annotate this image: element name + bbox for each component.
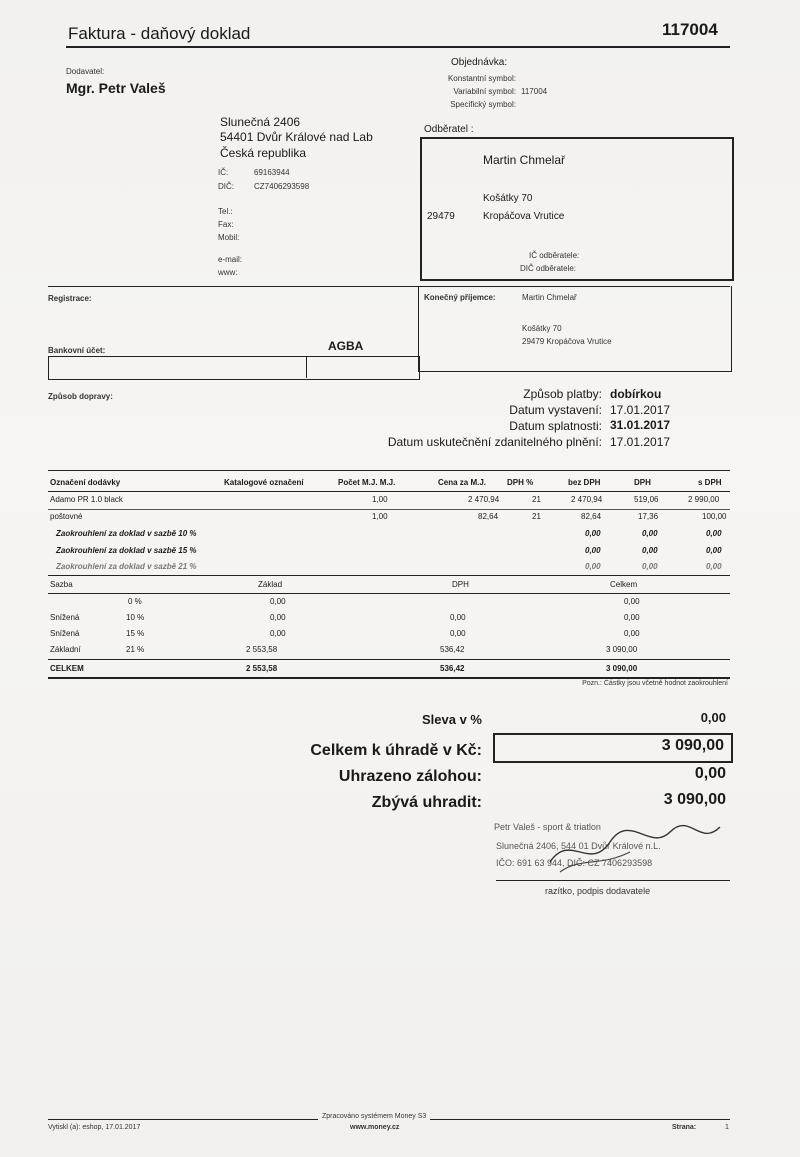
- bank-account-box: [48, 356, 420, 380]
- vat-total-base: 2 553,58: [246, 664, 278, 673]
- vat-row-vat: 0,00: [450, 613, 466, 622]
- item-vat: 519,06: [634, 495, 659, 504]
- stamp-line-1: Petr Valeš - sport & triatlon: [494, 822, 601, 832]
- supplier-name: Mgr. Petr Valeš: [66, 80, 166, 96]
- supplier-email-label: e-mail:: [218, 255, 243, 264]
- supplier-fax-label: Fax:: [218, 220, 234, 229]
- supplier-label: Dodavatel:: [66, 67, 105, 76]
- vat-summary-header: [48, 580, 730, 593]
- footer-web: www.money.cz: [350, 1124, 400, 1131]
- vat-total-rule: [48, 659, 730, 660]
- supplier-tel-label: Tel.:: [218, 207, 233, 216]
- supplier-www-label: www:: [218, 268, 238, 277]
- vat-col-total: Celkem: [610, 580, 638, 589]
- vat-row: [48, 613, 730, 626]
- spec-symbol-label: Specifický symbol:: [450, 100, 516, 109]
- supplier-dic: CZ7406293598: [254, 182, 310, 191]
- payment-method-label: Způsob platby:: [523, 387, 602, 401]
- stamp-line-3: IČO: 691 63 944, DIČ: CZ 7406293598: [496, 858, 653, 868]
- stamp-rule: [496, 880, 730, 881]
- rounding-net: 0,00: [585, 562, 601, 571]
- vat-row-name: Základní: [50, 645, 81, 654]
- supplier-country: Česká republika: [220, 146, 307, 160]
- col-net-header: bez DPH: [568, 478, 601, 487]
- customer-name: Martin Chmelař: [483, 153, 566, 167]
- rounding-label: Zaokrouhlení za doklad v sazbě 15 %: [56, 546, 197, 555]
- col-gross-header: s DPH: [698, 478, 722, 487]
- footer-processed: Zpracováno systémem Money S3: [318, 1113, 430, 1120]
- vat-col-base: Základ: [258, 580, 283, 589]
- remaining-value: 3 090,00: [663, 791, 726, 808]
- items-header-row: [48, 478, 730, 491]
- supplier-ic-label: IČ:: [218, 168, 229, 177]
- item-gross: 100,00: [702, 512, 727, 521]
- final-recipient-city: 29479 Kropáčova Vrutice: [522, 337, 612, 346]
- vat-row-vat: 536,42: [440, 645, 465, 654]
- item-price: 2 470,94: [468, 495, 500, 504]
- item-name: poštovné: [50, 512, 83, 521]
- vat-row: [48, 629, 730, 642]
- rounding-row: [48, 529, 730, 542]
- final-recipient-label: Konečný příjemce:: [424, 293, 496, 302]
- due-date: 31.01.2017: [610, 418, 671, 432]
- items-bottom-rule: [48, 575, 730, 576]
- supplier-city: 54401 Dvůr Králové nad Lab: [220, 130, 373, 144]
- rounding-vat: 0,00: [642, 562, 658, 571]
- advance-label: Uhrazeno zálohou:: [338, 768, 482, 785]
- remaining-label: Zbývá uhradit:: [371, 794, 482, 811]
- item-gross: 2 990,00: [688, 495, 720, 504]
- vat-row-vat: 0,00: [450, 629, 466, 638]
- rounding-net: 0,00: [585, 546, 601, 555]
- due-label: Datum splatnosti:: [509, 419, 602, 433]
- rounding-row: [48, 562, 730, 575]
- vat-bottom-rule: [48, 677, 730, 679]
- vat-row-rate: 15 %: [126, 629, 145, 638]
- total-due-label: Celkem k úhradě v Kč:: [310, 742, 482, 759]
- table-row: [48, 512, 730, 525]
- stamp-caption: razítko, podpis dodavatele: [545, 886, 651, 896]
- payment-method: dobírkou: [610, 387, 662, 401]
- rounding-net: 0,00: [585, 529, 601, 538]
- col-name-header: Označení dodávky: [50, 478, 121, 487]
- item-qty: 1,00: [372, 512, 388, 521]
- item-net: 82,64: [581, 512, 602, 521]
- customer-city: Kropáčova Vrutice: [483, 211, 565, 222]
- stamp-line-2: Slunečná 2406, 544 01 Dvůr Králové n.L.: [496, 841, 661, 851]
- item-name: Adamo PR 1.0 black: [50, 495, 123, 504]
- item-row-rule: [48, 509, 730, 510]
- item-qty: 1,00: [372, 495, 388, 504]
- item-net: 2 470,94: [571, 495, 603, 504]
- order-label: Objednávka:: [451, 57, 508, 68]
- rounding-gross: 0,00: [706, 562, 722, 571]
- item-price: 82,64: [478, 512, 499, 521]
- vat-row-base: 0,00: [270, 597, 286, 606]
- vat-row-total: 0,00: [624, 613, 640, 622]
- rounding-vat: 0,00: [642, 529, 658, 538]
- vat-col-vat: DPH: [452, 580, 469, 589]
- vat-note: Pozn.: Částky jsou včetně hodnot zaokrouhlení: [582, 680, 728, 687]
- taxable-date: 17.01.2017: [610, 435, 671, 449]
- discount-value: 0,00: [700, 710, 726, 725]
- vat-row-name: Snížená: [50, 613, 80, 622]
- var-symbol-value: 117004: [521, 87, 548, 96]
- discount-label: Sleva v %: [422, 712, 482, 727]
- vat-row-base: 2 553,58: [246, 645, 278, 654]
- rounding-row: [48, 546, 730, 559]
- vat-row-total: 0,00: [624, 629, 640, 638]
- bank-code: AGBA: [328, 339, 364, 353]
- footer-printed: Vytiskl (a): eshop, 17.01.2017: [48, 1124, 141, 1131]
- col-catalog-header: Katalogové označení: [224, 478, 304, 487]
- vat-total-vat: 536,42: [440, 664, 465, 673]
- customer-label: Odběratel :: [424, 124, 474, 135]
- header-rule: [66, 46, 730, 48]
- issued-label: Datum vystavení:: [509, 403, 602, 417]
- vat-row-rate: 21 %: [126, 645, 145, 654]
- vat-total-total: 3 090,00: [606, 664, 638, 673]
- bank-box-divider: [306, 356, 307, 378]
- item-vat-pct: 21: [532, 512, 541, 521]
- konst-symbol-label: Konstantní symbol:: [447, 74, 516, 83]
- rounding-vat: 0,00: [642, 546, 658, 555]
- bank-label: Bankovní účet:: [48, 346, 106, 355]
- rounding-label: Zaokrouhlení za doklad v sazbě 21 %: [56, 562, 197, 571]
- signature-scribble: [540, 812, 730, 882]
- final-recipient-street: Košátky 70: [522, 324, 562, 333]
- customer-dic-label: DIČ odběratele:: [520, 264, 577, 273]
- items-top-rule: [48, 470, 730, 471]
- invoice-number: 117004: [662, 20, 718, 39]
- rounding-label: Zaokrouhlení za doklad v sazbě 10 %: [56, 529, 197, 538]
- table-row: [48, 495, 730, 508]
- final-recipient-name: Martin Chmelař: [522, 293, 577, 302]
- vat-row-total: 3 090,00: [606, 645, 638, 654]
- footer-page-number: 1: [725, 1124, 729, 1131]
- issued-date: 17.01.2017: [610, 403, 671, 417]
- col-qty-header: Počet M.J. M.J.: [338, 478, 396, 487]
- items-header-rule: [48, 491, 730, 492]
- rounding-gross: 0,00: [706, 546, 722, 555]
- supplier-street: Slunečná 2406: [220, 115, 301, 129]
- vat-row: [48, 597, 730, 610]
- vat-row-base: 0,00: [270, 613, 286, 622]
- invoice-title: Faktura - daňový doklad: [68, 24, 251, 43]
- taxable-label: Datum uskutečnění zdanitelného plnění:: [387, 435, 602, 449]
- var-symbol-label: Variabilní symbol:: [453, 87, 516, 96]
- vat-total-name: CELKEM: [50, 664, 84, 673]
- advance-value: 0,00: [694, 765, 726, 782]
- vat-row-rate: 10 %: [126, 613, 145, 622]
- registration-label: Registrace:: [48, 294, 92, 303]
- transport-label: Způsob dopravy:: [48, 392, 113, 401]
- supplier-dic-label: DIČ:: [218, 182, 234, 191]
- supplier-mobil-label: Mobil:: [218, 233, 240, 242]
- footer-page-label: Strana:: [672, 1124, 697, 1131]
- vat-summary-header-rule: [48, 593, 730, 594]
- vat-row-total: 0,00: [624, 597, 640, 606]
- customer-ic-label: IČ odběratele:: [529, 251, 580, 260]
- vat-row: [48, 645, 730, 658]
- item-vat: 17,36: [638, 512, 659, 521]
- vat-row-name: Snížená: [50, 629, 80, 638]
- vat-col-rate: Sazba: [50, 580, 73, 589]
- customer-street: Košátky 70: [483, 193, 533, 204]
- col-vat-header: DPH: [634, 478, 651, 487]
- col-vatpct-header: DPH %: [507, 478, 534, 487]
- rounding-gross: 0,00: [706, 529, 722, 538]
- total-due-value: 3 090,00: [661, 737, 724, 754]
- vat-row-base: 0,00: [270, 629, 286, 638]
- vat-row-rate: 0 %: [128, 597, 142, 606]
- supplier-ic: 69163944: [254, 168, 290, 177]
- customer-zip: 29479: [427, 211, 455, 222]
- col-price-header: Cena za M.J.: [438, 478, 487, 487]
- item-vat-pct: 21: [532, 495, 541, 504]
- vat-total-row: [48, 664, 730, 677]
